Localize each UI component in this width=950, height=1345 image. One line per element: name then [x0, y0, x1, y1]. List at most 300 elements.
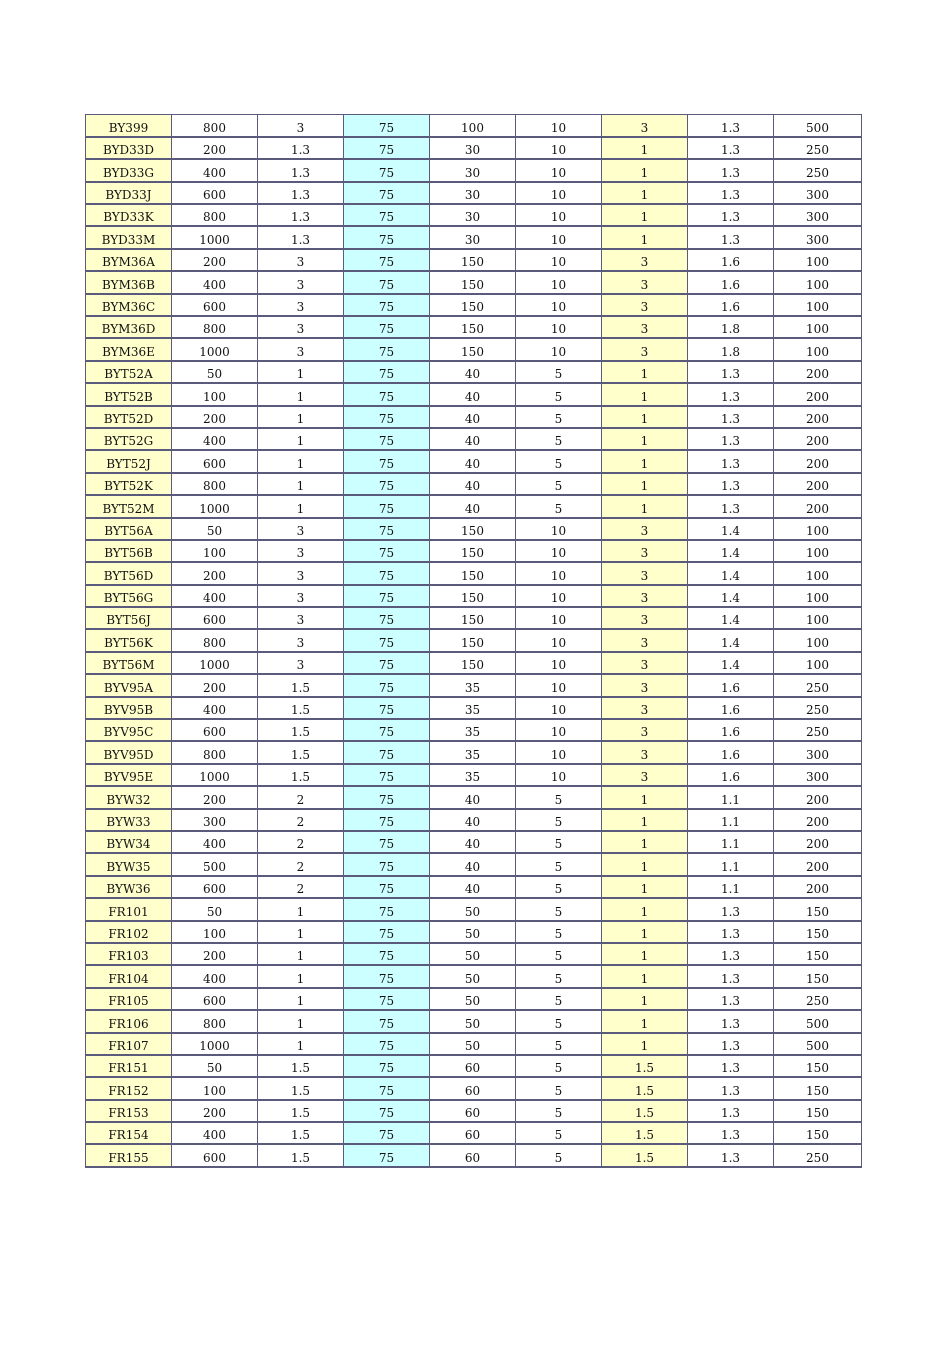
- col6-cell: 10: [516, 562, 602, 584]
- col8-cell: 1.6: [688, 764, 774, 786]
- col2-cell: 600: [172, 294, 258, 316]
- col7-cell: 3: [602, 115, 688, 137]
- col4-cell: 75: [344, 226, 430, 248]
- col5-cell: 150: [430, 294, 516, 316]
- table-row: [86, 271, 862, 293]
- model-cell: BYV95D: [86, 741, 172, 763]
- col6-cell: 5: [516, 1077, 602, 1099]
- col5-cell: 150: [430, 562, 516, 584]
- table-row: [86, 428, 862, 450]
- col8-cell: 1.4: [688, 652, 774, 674]
- col7-cell: 3: [602, 585, 688, 607]
- col2-cell: 50: [172, 361, 258, 383]
- col8-cell: 1.3: [688, 115, 774, 137]
- col8-cell: 1.3: [688, 1122, 774, 1144]
- col2-cell: 50: [172, 898, 258, 920]
- col4-cell: 75: [344, 1144, 430, 1166]
- col9-cell: 300: [774, 226, 862, 248]
- col7-cell: 1: [602, 831, 688, 853]
- col7-cell: 1: [602, 159, 688, 181]
- col2-cell: 50: [172, 518, 258, 540]
- col2-cell: 600: [172, 719, 258, 741]
- col4-cell: 75: [344, 271, 430, 293]
- col5-cell: 150: [430, 652, 516, 674]
- col3-cell: 1.5: [258, 1144, 344, 1166]
- model-cell: BYM36A: [86, 249, 172, 271]
- col4-cell: 75: [344, 473, 430, 495]
- table-row: [86, 1055, 862, 1077]
- col8-cell: 1.3: [688, 383, 774, 405]
- col5-cell: 50: [430, 921, 516, 943]
- col9-cell: 200: [774, 450, 862, 472]
- col9-cell: 150: [774, 1122, 862, 1144]
- table-row: [86, 518, 862, 540]
- col3-cell: 1: [258, 428, 344, 450]
- col6-cell: 10: [516, 629, 602, 651]
- col6-cell: 5: [516, 406, 602, 428]
- col9-cell: 200: [774, 831, 862, 853]
- col7-cell: 1.5: [602, 1144, 688, 1166]
- table-row: [86, 1144, 862, 1166]
- col6-cell: 5: [516, 943, 602, 965]
- col8-cell: 1.3: [688, 159, 774, 181]
- col6-cell: 10: [516, 137, 602, 159]
- col5-cell: 40: [430, 383, 516, 405]
- col3-cell: 3: [258, 607, 344, 629]
- col4-cell: 75: [344, 741, 430, 763]
- col7-cell: 1.5: [602, 1122, 688, 1144]
- col6-cell: 10: [516, 249, 602, 271]
- col2-cell: 200: [172, 943, 258, 965]
- model-cell: FR103: [86, 943, 172, 965]
- col8-cell: 1.3: [688, 361, 774, 383]
- col6-cell: 10: [516, 674, 602, 696]
- col4-cell: 75: [344, 249, 430, 271]
- col2-cell: 100: [172, 1077, 258, 1099]
- col3-cell: 3: [258, 540, 344, 562]
- col2-cell: 800: [172, 316, 258, 338]
- col7-cell: 1: [602, 809, 688, 831]
- col2-cell: 1000: [172, 338, 258, 360]
- col4-cell: 75: [344, 652, 430, 674]
- col2-cell: 400: [172, 159, 258, 181]
- model-cell: BYD33K: [86, 204, 172, 226]
- col7-cell: 1: [602, 137, 688, 159]
- col3-cell: 1: [258, 1010, 344, 1032]
- col8-cell: 1.3: [688, 1100, 774, 1122]
- col7-cell: 1: [602, 406, 688, 428]
- col3-cell: 3: [258, 115, 344, 137]
- col8-cell: 1.3: [688, 406, 774, 428]
- col3-cell: 1.5: [258, 697, 344, 719]
- col6-cell: 10: [516, 294, 602, 316]
- col2-cell: 800: [172, 741, 258, 763]
- col2-cell: 1000: [172, 495, 258, 517]
- col4-cell: 75: [344, 674, 430, 696]
- col9-cell: 100: [774, 271, 862, 293]
- col3-cell: 1.5: [258, 1055, 344, 1077]
- col9-cell: 100: [774, 562, 862, 584]
- table-row: [86, 204, 862, 226]
- table-row: [86, 450, 862, 472]
- col3-cell: 3: [258, 562, 344, 584]
- col2-cell: 100: [172, 921, 258, 943]
- col9-cell: 150: [774, 1077, 862, 1099]
- col6-cell: 10: [516, 204, 602, 226]
- col6-cell: 5: [516, 473, 602, 495]
- col6-cell: 10: [516, 316, 602, 338]
- col7-cell: 1: [602, 853, 688, 875]
- col4-cell: 75: [344, 719, 430, 741]
- col6-cell: 10: [516, 741, 602, 763]
- col2-cell: 600: [172, 988, 258, 1010]
- table-row: [86, 943, 862, 965]
- col5-cell: 150: [430, 271, 516, 293]
- col9-cell: 200: [774, 428, 862, 450]
- table-row: [86, 383, 862, 405]
- col7-cell: 3: [602, 316, 688, 338]
- table-row: [86, 159, 862, 181]
- col8-cell: 1.3: [688, 988, 774, 1010]
- col6-cell: 10: [516, 159, 602, 181]
- col9-cell: 100: [774, 629, 862, 651]
- table-row: [86, 406, 862, 428]
- col7-cell: 3: [602, 338, 688, 360]
- col8-cell: 1.3: [688, 1033, 774, 1055]
- col3-cell: 3: [258, 316, 344, 338]
- col6-cell: 10: [516, 271, 602, 293]
- col7-cell: 3: [602, 249, 688, 271]
- col5-cell: 60: [430, 1122, 516, 1144]
- col9-cell: 500: [774, 115, 862, 137]
- table-row: [86, 585, 862, 607]
- col5-cell: 60: [430, 1055, 516, 1077]
- col5-cell: 60: [430, 1077, 516, 1099]
- col9-cell: 150: [774, 1055, 862, 1077]
- col4-cell: 75: [344, 540, 430, 562]
- table-row: [86, 294, 862, 316]
- table-row: [86, 473, 862, 495]
- col6-cell: 5: [516, 831, 602, 853]
- col7-cell: 3: [602, 741, 688, 763]
- col7-cell: 3: [602, 697, 688, 719]
- col4-cell: 75: [344, 1122, 430, 1144]
- model-cell: BYT52A: [86, 361, 172, 383]
- col4-cell: 75: [344, 450, 430, 472]
- col2-cell: 400: [172, 697, 258, 719]
- model-cell: BYM36E: [86, 338, 172, 360]
- col4-cell: 75: [344, 204, 430, 226]
- col2-cell: 1000: [172, 652, 258, 674]
- col3-cell: 1.5: [258, 719, 344, 741]
- col4-cell: 75: [344, 1010, 430, 1032]
- model-cell: FR155: [86, 1144, 172, 1166]
- col2-cell: 500: [172, 853, 258, 875]
- col9-cell: 500: [774, 1033, 862, 1055]
- col5-cell: 30: [430, 137, 516, 159]
- model-cell: BYV95B: [86, 697, 172, 719]
- col7-cell: 1: [602, 204, 688, 226]
- col2-cell: 200: [172, 562, 258, 584]
- col2-cell: 600: [172, 607, 258, 629]
- col2-cell: 400: [172, 965, 258, 987]
- col5-cell: 100: [430, 115, 516, 137]
- col3-cell: 1: [258, 921, 344, 943]
- col2-cell: 200: [172, 786, 258, 808]
- model-cell: BYW33: [86, 809, 172, 831]
- table-row: [86, 786, 862, 808]
- col8-cell: 1.3: [688, 965, 774, 987]
- col6-cell: 10: [516, 226, 602, 248]
- col7-cell: 1: [602, 428, 688, 450]
- col3-cell: 2: [258, 831, 344, 853]
- col5-cell: 150: [430, 249, 516, 271]
- col5-cell: 150: [430, 518, 516, 540]
- col7-cell: 3: [602, 674, 688, 696]
- model-cell: FR102: [86, 921, 172, 943]
- col5-cell: 30: [430, 159, 516, 181]
- model-cell: BYW34: [86, 831, 172, 853]
- col8-cell: 1.3: [688, 898, 774, 920]
- col5-cell: 150: [430, 629, 516, 651]
- col3-cell: 1: [258, 988, 344, 1010]
- table-row: [86, 115, 862, 137]
- col4-cell: 75: [344, 921, 430, 943]
- col5-cell: 50: [430, 898, 516, 920]
- col3-cell: 1: [258, 361, 344, 383]
- col5-cell: 40: [430, 876, 516, 898]
- col4-cell: 75: [344, 518, 430, 540]
- table-row: [86, 607, 862, 629]
- col8-cell: 1.3: [688, 428, 774, 450]
- col4-cell: 75: [344, 898, 430, 920]
- model-cell: BYT56G: [86, 585, 172, 607]
- col5-cell: 150: [430, 540, 516, 562]
- col7-cell: 3: [602, 540, 688, 562]
- col5-cell: 30: [430, 204, 516, 226]
- col6-cell: 10: [516, 607, 602, 629]
- col3-cell: 2: [258, 853, 344, 875]
- col7-cell: 1: [602, 361, 688, 383]
- col6-cell: 5: [516, 1122, 602, 1144]
- col9-cell: 250: [774, 1144, 862, 1166]
- col5-cell: 40: [430, 473, 516, 495]
- col9-cell: 150: [774, 1100, 862, 1122]
- model-cell: FR107: [86, 1033, 172, 1055]
- model-cell: BYT56B: [86, 540, 172, 562]
- col8-cell: 1.6: [688, 249, 774, 271]
- col2-cell: 100: [172, 540, 258, 562]
- col2-cell: 400: [172, 585, 258, 607]
- col3-cell: 1: [258, 473, 344, 495]
- col4-cell: 75: [344, 809, 430, 831]
- col5-cell: 30: [430, 182, 516, 204]
- model-cell: FR101: [86, 898, 172, 920]
- spec-table-container: [85, 114, 861, 1168]
- col8-cell: 1.4: [688, 585, 774, 607]
- table-row: [86, 764, 862, 786]
- col8-cell: 1.8: [688, 316, 774, 338]
- col7-cell: 3: [602, 652, 688, 674]
- col6-cell: 5: [516, 361, 602, 383]
- col7-cell: 1: [602, 786, 688, 808]
- col3-cell: 1.5: [258, 741, 344, 763]
- col9-cell: 150: [774, 921, 862, 943]
- col4-cell: 75: [344, 786, 430, 808]
- col5-cell: 150: [430, 338, 516, 360]
- col8-cell: 1.3: [688, 495, 774, 517]
- col4-cell: 75: [344, 115, 430, 137]
- table-row: [86, 719, 862, 741]
- model-cell: BYW32: [86, 786, 172, 808]
- col9-cell: 100: [774, 316, 862, 338]
- col2-cell: 200: [172, 249, 258, 271]
- col2-cell: 600: [172, 1144, 258, 1166]
- col2-cell: 50: [172, 1055, 258, 1077]
- col7-cell: 3: [602, 518, 688, 540]
- col3-cell: 1.3: [258, 226, 344, 248]
- col4-cell: 75: [344, 831, 430, 853]
- col9-cell: 200: [774, 809, 862, 831]
- col4-cell: 75: [344, 159, 430, 181]
- col3-cell: 3: [258, 652, 344, 674]
- col2-cell: 400: [172, 831, 258, 853]
- col4-cell: 75: [344, 764, 430, 786]
- col9-cell: 250: [774, 137, 862, 159]
- table-row: [86, 697, 862, 719]
- col5-cell: 50: [430, 1010, 516, 1032]
- col9-cell: 100: [774, 585, 862, 607]
- col9-cell: 100: [774, 338, 862, 360]
- table-row: [86, 361, 862, 383]
- model-cell: BYT56J: [86, 607, 172, 629]
- col9-cell: 250: [774, 159, 862, 181]
- model-cell: BYD33D: [86, 137, 172, 159]
- col2-cell: 800: [172, 629, 258, 651]
- col8-cell: 1.3: [688, 226, 774, 248]
- col2-cell: 1000: [172, 226, 258, 248]
- table-row: [86, 540, 862, 562]
- col9-cell: 200: [774, 786, 862, 808]
- col8-cell: 1.1: [688, 831, 774, 853]
- col3-cell: 1: [258, 383, 344, 405]
- col3-cell: 1: [258, 898, 344, 920]
- col4-cell: 75: [344, 629, 430, 651]
- col9-cell: 300: [774, 741, 862, 763]
- col8-cell: 1.3: [688, 450, 774, 472]
- col8-cell: 1.6: [688, 719, 774, 741]
- col3-cell: 1.5: [258, 1077, 344, 1099]
- model-cell: BYW35: [86, 853, 172, 875]
- col5-cell: 40: [430, 809, 516, 831]
- table-row: [86, 338, 862, 360]
- col5-cell: 35: [430, 764, 516, 786]
- col5-cell: 40: [430, 786, 516, 808]
- col5-cell: 40: [430, 495, 516, 517]
- model-cell: BYT52J: [86, 450, 172, 472]
- col2-cell: 200: [172, 137, 258, 159]
- col5-cell: 150: [430, 316, 516, 338]
- col8-cell: 1.6: [688, 674, 774, 696]
- col4-cell: 75: [344, 495, 430, 517]
- col9-cell: 100: [774, 540, 862, 562]
- col4-cell: 75: [344, 607, 430, 629]
- col9-cell: 100: [774, 249, 862, 271]
- col3-cell: 3: [258, 271, 344, 293]
- col7-cell: 1: [602, 988, 688, 1010]
- col8-cell: 1.3: [688, 137, 774, 159]
- col6-cell: 10: [516, 338, 602, 360]
- col8-cell: 1.1: [688, 786, 774, 808]
- table-row: [86, 965, 862, 987]
- col4-cell: 75: [344, 965, 430, 987]
- col8-cell: 1.6: [688, 697, 774, 719]
- col3-cell: 1.3: [258, 182, 344, 204]
- col8-cell: 1.4: [688, 629, 774, 651]
- model-cell: BYT52M: [86, 495, 172, 517]
- col4-cell: 75: [344, 182, 430, 204]
- col6-cell: 10: [516, 115, 602, 137]
- table-row: [86, 316, 862, 338]
- col7-cell: 3: [602, 294, 688, 316]
- col9-cell: 250: [774, 719, 862, 741]
- col3-cell: 3: [258, 294, 344, 316]
- col4-cell: 75: [344, 585, 430, 607]
- col5-cell: 40: [430, 406, 516, 428]
- col7-cell: 3: [602, 607, 688, 629]
- col7-cell: 1.5: [602, 1100, 688, 1122]
- col3-cell: 1.5: [258, 764, 344, 786]
- col9-cell: 200: [774, 406, 862, 428]
- col4-cell: 75: [344, 383, 430, 405]
- col7-cell: 1: [602, 943, 688, 965]
- col2-cell: 200: [172, 674, 258, 696]
- col3-cell: 1.5: [258, 674, 344, 696]
- col6-cell: 5: [516, 1144, 602, 1166]
- col7-cell: 1: [602, 383, 688, 405]
- col5-cell: 60: [430, 1100, 516, 1122]
- col7-cell: 1.5: [602, 1077, 688, 1099]
- col3-cell: 3: [258, 629, 344, 651]
- col3-cell: 1.5: [258, 1122, 344, 1144]
- col3-cell: 1: [258, 1033, 344, 1055]
- col7-cell: 1: [602, 898, 688, 920]
- col9-cell: 300: [774, 204, 862, 226]
- col3-cell: 1: [258, 406, 344, 428]
- col4-cell: 75: [344, 428, 430, 450]
- model-cell: BYT52G: [86, 428, 172, 450]
- col8-cell: 1.6: [688, 271, 774, 293]
- col6-cell: 10: [516, 719, 602, 741]
- col2-cell: 400: [172, 428, 258, 450]
- col4-cell: 75: [344, 697, 430, 719]
- col9-cell: 150: [774, 898, 862, 920]
- col6-cell: 5: [516, 450, 602, 472]
- col8-cell: 1.3: [688, 921, 774, 943]
- col9-cell: 150: [774, 943, 862, 965]
- col5-cell: 50: [430, 943, 516, 965]
- col6-cell: 5: [516, 898, 602, 920]
- model-cell: BYT52K: [86, 473, 172, 495]
- col4-cell: 75: [344, 406, 430, 428]
- col8-cell: 1.3: [688, 1010, 774, 1032]
- col7-cell: 1: [602, 1010, 688, 1032]
- col7-cell: 1: [602, 965, 688, 987]
- col7-cell: 1: [602, 450, 688, 472]
- model-cell: BYT56K: [86, 629, 172, 651]
- table-row: [86, 853, 862, 875]
- model-cell: FR104: [86, 965, 172, 987]
